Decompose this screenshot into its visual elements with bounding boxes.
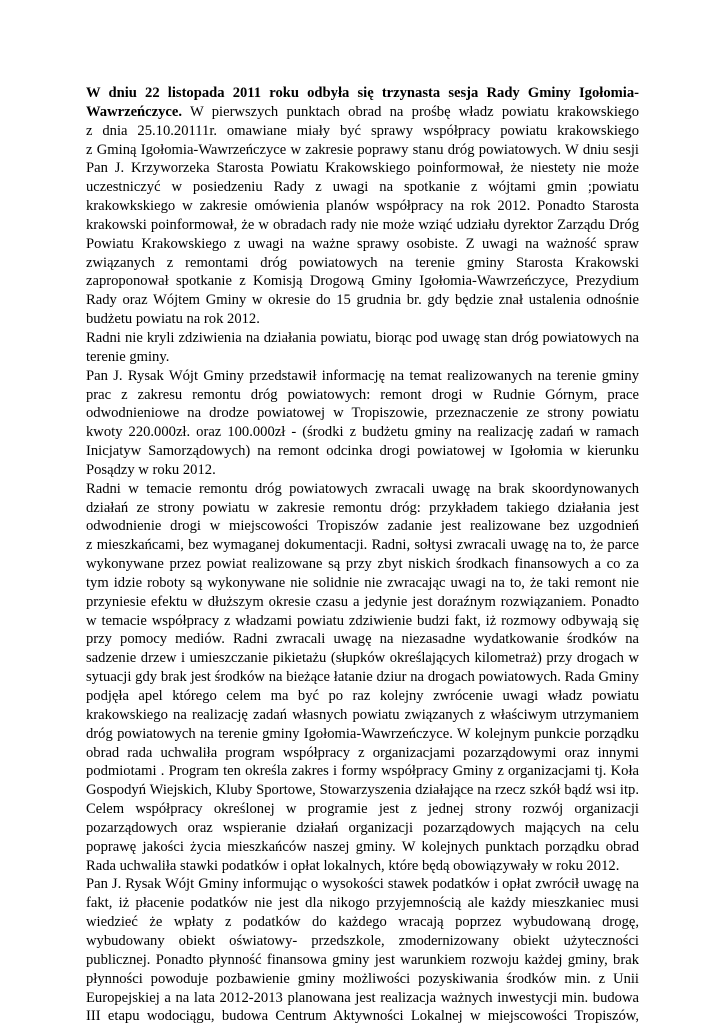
text-line [86,272,639,291]
line-text: prac z zakresu remontu dróg powiatowych: remont drogi w Rudnie Górnym, prace [86,386,639,403]
paragraph [86,84,639,329]
line-text: fakt, iż płacenie podatków nie jest dla nikogo przyjemnością ale każdy mieszkaniec musi [86,895,639,912]
text-line [86,122,639,141]
line-text: W pierwszych punktach obrad na prośbę władz powiatu krakowskiego [182,103,639,120]
line-text: sadzenie drzew i umieszczanie pikietażu (słupków określających kilometraż) przy drogach w [86,650,639,667]
text-line [86,687,639,706]
line-text: Inicjatyw Samorządowych) na remont odcinka drogi powiatowej w Igołomia w kierunku [86,443,639,460]
text-line [86,423,639,442]
text-line [86,310,639,329]
paragraph [86,329,639,367]
text-line [86,668,639,687]
line-text: związanych z remontami dróg powiatowych na terenie gminy Starosta Krakowski [86,254,639,271]
text-line [86,329,639,348]
text-line [86,612,639,631]
line-text: krakowkskiego w zakresie omówienia planów współpracy na rok 2012. Ponadto Starosta [86,198,639,215]
text-line [86,932,639,951]
text-line [86,348,639,367]
text-line [86,1007,639,1026]
text-line [86,989,639,1008]
line-text: z dnia 25.10.20111r. omawiane miały być sprawy współpracy powiatu krakowskiego [86,122,639,139]
text-line [86,819,639,838]
text-line [86,630,639,649]
text-line [86,857,639,876]
line-text: odwodnieniowe na drodze powiatowej w Tropiszowie, przeznaczenie ze strony powiatu [86,405,639,422]
text-line [86,517,639,536]
line-text: pozarządowych oraz wspieranie działań organizacji pozarządowych mających na celu [86,819,639,836]
text-line [86,367,639,386]
line-text: z Gminą Igołomia-Wawrzeńczyce w zakresie poprawy stanu dróg powiatowych. W dniu sesji [86,141,639,158]
text-line [86,254,639,273]
text-line [86,386,639,405]
text-line [86,574,639,593]
line-text: terenie gminy. [86,348,170,365]
text-line [86,800,639,819]
text-line [86,178,639,197]
line-text: III etapu wodociągu, budowa Centrum Aktywności Lokalnej w miejscowości Tropiszów, [86,1008,639,1025]
line-text: podmiotami . Program ten określa zakres i formy współpracy Gminy z organizacjami tj. Koła [86,763,639,780]
line-text: wybudowany obiekt oświatowy- przedszkole, zmodernizowany obiekt użyteczności [86,932,639,949]
line-text: podjęła apel którego celem ma być po raz kolejny zwrócenie uwagi władz powiatu [86,688,639,704]
text-line [86,838,639,857]
text-line [86,103,639,122]
text-line [86,197,639,216]
text-line [86,706,639,725]
line-text: krakowskiego na realizację zadań własnych powiatu związanych z właściwym utrzymaniem [86,706,639,723]
paragraph [86,367,639,480]
line-text: wiedzieć że wpłaty z podatków do każdego wracają poprzez wybudowaną drogę, [86,914,639,931]
text-line [86,291,639,310]
text-line [86,744,639,763]
line-text: płynności powoduje pozbawienie gminy możliwości pozyskiwania środków min. z Unii [86,970,639,987]
paragraph [86,480,639,876]
paragraph [86,875,639,1026]
bold-text: W dniu 22 listopada 2011 roku odbyła się trzynasta sesja Rady Gminy Igołomia- [86,85,639,101]
text-line [86,951,639,970]
line-text: Powiatu Krakowskiego z uwagi na ważne sprawy osobiste. Z uwagi na ważność spraw [86,235,639,252]
line-text: krakowski poinformował, że w obradach rady nie może wziąć udziału dyrektor Zarządu Dróg [86,216,639,233]
text-line [86,404,639,423]
text-line [86,875,639,894]
line-text: Europejskiej a na lata 2012-2013 planowana jest realizacja ważnych inwestycji min. budowa [86,989,639,1006]
line-text: tym idzie roboty są wykonywane nie solidnie nie zwracając uwagi na to, że taki remont nie [86,574,639,591]
line-text: zaproponował spotkanie z Komisją Drogową Gminy Igołomia-Wawrzeńczyce, Prezydium [86,273,639,290]
text-line [86,442,639,461]
text-line [86,781,639,800]
text-line [86,970,639,989]
line-text: obrad rada uchwaliła program współpracy z organizacjami pozarządowymi oraz innymi [86,744,639,761]
text-line [86,593,639,612]
line-text: dróg powiatowych na terenie gminy Igołomia-Wawrzeńczyce. W kolejnym punkcie porządku [86,725,639,742]
line-text: Radni nie kryli zdziwienia na działania powiatu, biorąc pod uwagę stan dróg powiatowych na [86,329,639,346]
line-text: Radni w temacie remontu dróg powiatowych zwracali uwagę na brak skoordynowanych [86,480,639,497]
text-line [86,649,639,668]
line-text: kwoty 220.000zł. oraz 100.000zł - (środki z budżetu gminy na realizację zadań w ramach [86,424,639,441]
text-line [86,725,639,744]
line-text: Rada uchwaliła stawki podatków i opłat lokalnych, które będą obowiązywały w roku 2012. [86,857,620,874]
line-text: Pan J. Rysak Wójt Gminy przedstawił informację na temat realizowanych na terenie gminy [86,367,639,384]
line-text: Rady oraz Wójtem Gminy w okresie do 15 grudnia br. gdy będzie znał ustalenia odnośnie [86,292,639,309]
line-text: przy pomocy mediów. Radni zwracali uwagę na niezasadne wydatkowanie środków na [86,631,639,648]
line-text: wykonywane przez powiat realizowane są przy zbyt niskich środkach finansowych a co za [86,556,639,573]
text-line [86,141,639,160]
text-line [86,913,639,932]
line-text: poprawę jakości życia mieszkańców naszej gminy. W kolejnych punktach porządku obrad [86,838,639,855]
line-text: Gospodyń Wiejskich, Kluby Sportowe, Stowarzyszenia działające na rzecz szkół bądź wsi itp. [86,782,639,799]
line-text: Celem współpracy określonej w programie jest z jednej strony rozwój organizacji [86,801,639,818]
line-text: z mieszkańcami, bez wymaganej dokumentacji. Radni, sołtysi zwracali uwagę na to, że parce [86,537,639,554]
line-text: Pan J. Rysak Wójt Gminy informując o wysokości stawek podatków i opłat zwrócił uwagę na [86,876,639,893]
line-text: Posądzy w roku 2012. [86,461,216,478]
text-line [86,235,639,254]
line-text: w temacie współpracy z władzami powiatu zdziwienie budzi fakt, iż rozmowy odbywają się [86,612,639,629]
text-line [86,762,639,781]
text-line [86,461,639,480]
document-body [86,84,639,1026]
text-line [86,536,639,555]
line-text: Pan J. Krzyworzeka Starosta Powiatu Krakowskiego poinformował, że niestety nie może [86,160,639,177]
line-text: uczestniczyć w posiedzeniu Rady z uwagi na spotkanie z wójtami gmin ;powiatu [86,179,639,196]
text-line [86,216,639,235]
text-line [86,480,639,499]
text-line [86,499,639,518]
line-text: sytuacji gdy brak jest środków na bieżące łatanie dziur na drogach powiatowych. Rada Gminy [86,669,639,686]
line-text: przyniesie efektu w dłuższym okresie czasu a jedynie jest doraźnym rozwiązaniem. Ponadto [86,593,639,610]
bold-text: Wawrzeńczyce. [86,103,183,120]
line-text: odwodnienie drogi w miejscowości Tropiszów zadanie jest realizowane bez uzgodnień [86,518,639,535]
line-text: budżetu powiatu na rok 2012. [86,311,260,328]
text-line [86,555,639,574]
line-text: publicznej. Ponadto płynność finansowa gminy jest warunkiem rozwoju każdej gminy, brak [86,951,639,968]
line-text: działań ze strony powiatu w zakresie remontu dróg: przykładem takiego działania jest [86,499,639,516]
text-line [86,84,639,103]
text-line [86,894,639,913]
text-line [86,159,639,178]
